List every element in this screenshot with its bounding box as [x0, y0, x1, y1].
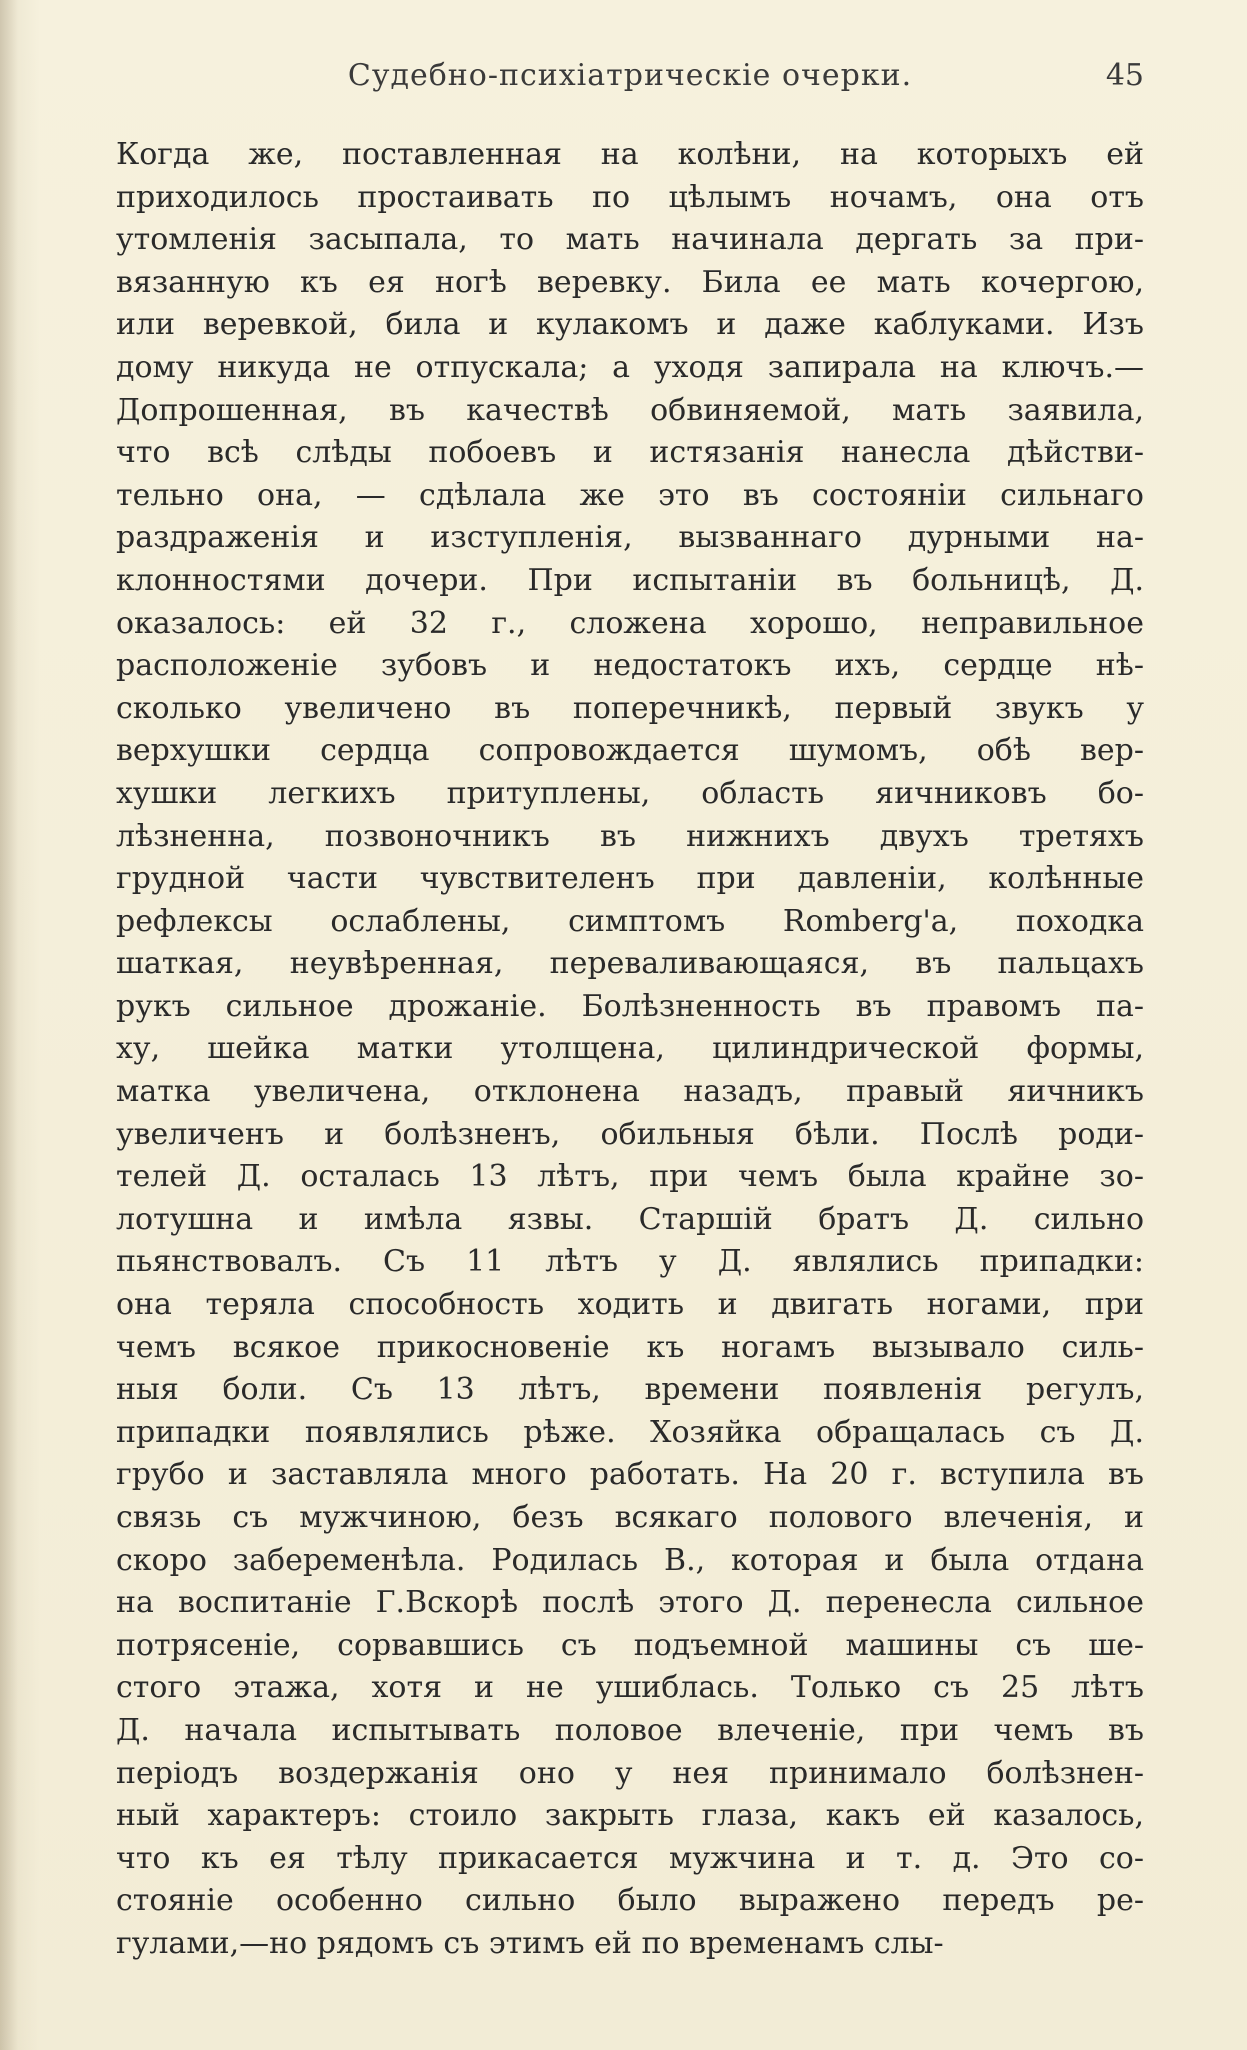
text-line: грубо и заставляла много работать. На 20 г. вступила въ: [116, 1457, 1144, 1493]
text-line: лотушна и имѣла язвы. Старшій братъ Д. сильно: [116, 1201, 1144, 1237]
body-text: [116, 134, 1144, 1966]
text-line: скоро забеременѣла. Родилась В., которая и была отдана: [116, 1542, 1144, 1578]
text-line: или веревкой, била и кулакомъ и даже каблуками. Изъ: [116, 307, 1144, 343]
text-line: хушки легкихъ притуплены, область яичниковъ бо-: [116, 775, 1144, 811]
text-line: лѣзненна, позвоночникъ въ нижнихъ двухъ третяхъ: [116, 818, 1144, 854]
text-line: шаткая, неувѣренная, переваливающаяся, въ пальцахъ: [116, 946, 1144, 982]
text-line: рефлексы ослаблены, симптомъ Romberg'а, походка: [116, 903, 1144, 939]
text-line: верхушки сердца сопровождается шумомъ, обѣ вер-: [116, 733, 1144, 769]
text-line: ныя боли. Съ 13 лѣтъ, времени появленія регулъ,: [116, 1372, 1144, 1408]
text-line: она теряла способность ходить и двигать ногами, при: [116, 1287, 1144, 1323]
text-line: чемъ всякое прикосновеніе къ ногамъ вызывало силь-: [116, 1329, 1144, 1365]
text-line: приходилось простаивать по цѣлымъ ночамъ, она отъ: [116, 179, 1144, 215]
text-line: стояніе особенно сильно было выражено передъ ре-: [116, 1883, 1144, 1919]
text-line: что къ ея тѣлу прикасается мужчина и т. д. Это со-: [116, 1840, 1144, 1876]
text-line: Д. начала испытывать половое влеченіе, при чемъ въ: [116, 1712, 1144, 1748]
text-line: стого этажа, хотя и не ушиблась. Только съ 25 лѣтъ: [116, 1670, 1144, 1706]
text-line: увеличенъ и болѣзненъ, обильныя бѣли. Послѣ роди-: [116, 1116, 1144, 1152]
page-number: 45: [1105, 58, 1144, 93]
text-line: связь съ мужчиною, безъ всякаго полового влеченія, и: [116, 1500, 1144, 1535]
text-line: періодъ воздержанія оно у нея принимало болѣзнен-: [116, 1755, 1144, 1791]
text-line: сколько увеличено въ поперечникѣ, первый звукъ у: [116, 690, 1144, 726]
text-line: вязанную къ ея ногѣ веревку. Била ее мать кочергою,: [116, 264, 1144, 300]
running-head: [116, 54, 1144, 98]
text-line: что всѣ слѣды побоевъ и истязанія нанесла дѣйстви-: [116, 435, 1144, 471]
text-line: раздраженія и изступленія, вызваннаго дурными на-: [116, 520, 1144, 556]
text-line: на воспитаніе Г.Вскорѣ послѣ этого Д. перенесла сильное: [116, 1585, 1144, 1621]
running-title: Судебно-психіатрическіе очерки.: [347, 58, 913, 93]
text-line: расположеніе зубовъ и недостатокъ ихъ, сердце нѣ-: [116, 648, 1144, 684]
text-line: дому никуда не отпускала; а уходя запирала на ключъ.—: [116, 349, 1144, 385]
text-line: гулами,—но рядомъ съ этимъ ей по временамъ слы-: [116, 1925, 944, 1961]
text-line: ху, шейка матки утолщена, цилиндрической формы,: [116, 1031, 1144, 1067]
text-line: тельно она, — сдѣлала же это въ состояніи сильнаго: [116, 477, 1144, 513]
text-line: припадки появлялись рѣже. Хозяйка обращалась съ Д.: [116, 1414, 1144, 1450]
text-line: потрясеніе, сорвавшись съ подъемной машины съ ше-: [116, 1627, 1144, 1663]
text-line: Допрошенная, въ качествѣ обвиняемой, мать заявила,: [116, 392, 1144, 428]
text-line: клонностями дочери. При испытаніи въ больницѣ, Д.: [116, 562, 1144, 598]
text-line: рукъ сильное дрожаніе. Болѣзненность въ правомъ па-: [116, 988, 1144, 1024]
text-line: пьянствовалъ. Съ 11 лѣтъ у Д. являлись припадки:: [116, 1244, 1144, 1280]
text-line: Когда же, поставленная на колѣни, на которыхъ ей: [116, 137, 1144, 172]
text-line: матка увеличена, отклонена назадъ, правый яичникъ: [116, 1074, 1144, 1110]
text-line: ный характеръ: стоило закрыть глаза, какъ ей казалось,: [116, 1798, 1144, 1834]
text-line: оказалось: ей 32 г., сложена хорошо, неправильное: [116, 605, 1144, 641]
spine-shadow: [0, 0, 18, 2050]
text-line: телей Д. осталась 13 лѣтъ, при чемъ была крайне зо-: [116, 1159, 1144, 1195]
text-line: утомленія засыпала, то мать начинала дергать за при-: [116, 222, 1144, 258]
text-line: грудной части чувствителенъ при давленіи, колѣнные: [116, 861, 1144, 897]
